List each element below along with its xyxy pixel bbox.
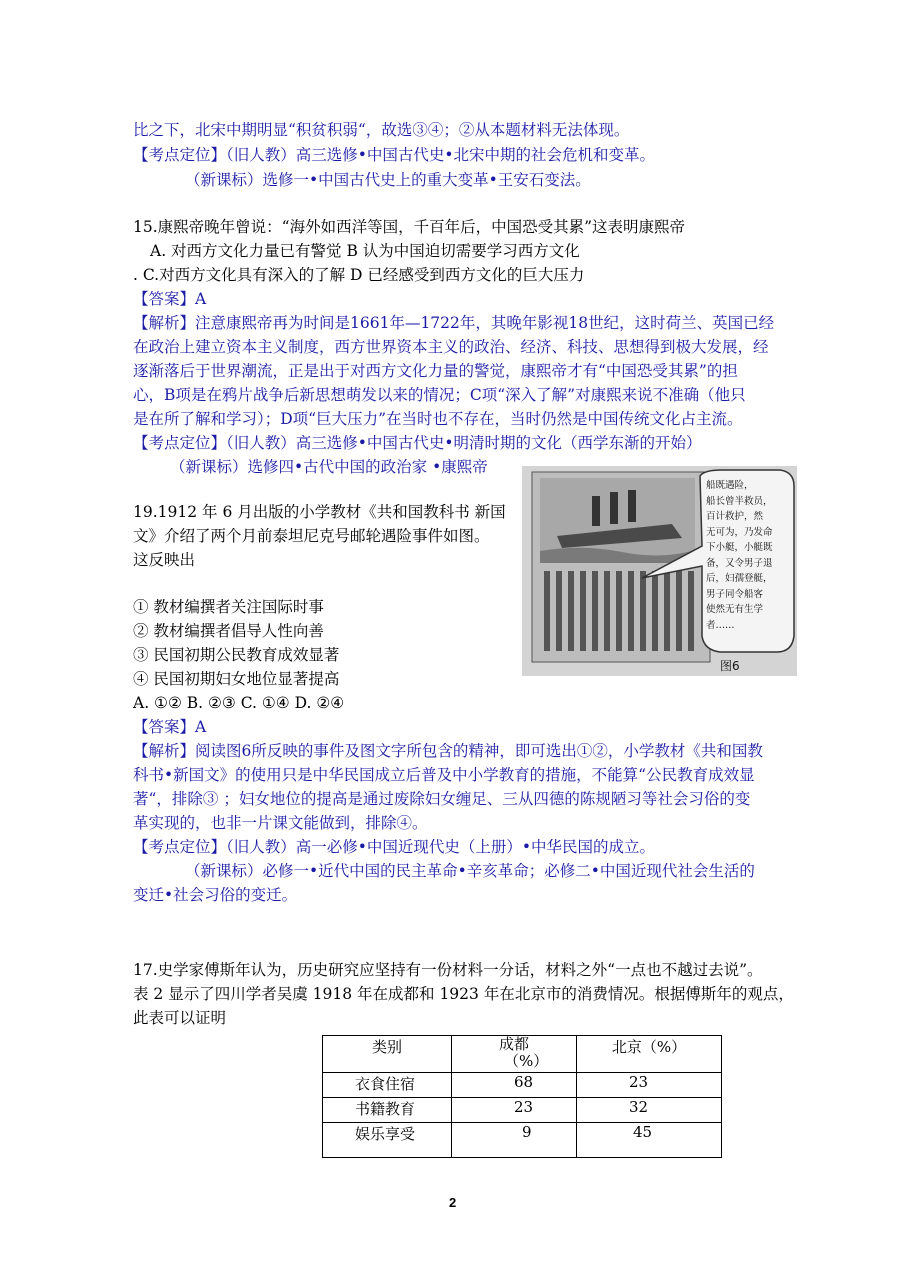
q19-option-1: ① 教材编撰者关注国际时事	[133, 598, 324, 616]
q15-stem: 15.康熙帝晚年曾说：“海外如西洋等国，千百年后，中国恐受其累”这表明康熙帝	[133, 218, 686, 236]
q15-explanation-3: 逐渐落后于世界潮流，正是出于对西方文化力量的警觉，康熙帝才有“中国恐受其累”的担	[133, 362, 738, 380]
q19-option-2: ② 教材编撰者倡导人性向善	[133, 622, 324, 640]
q17-stem-2: 表 2 显示了四川学者吴虞 1918 年在成都和 1923 年在北京市的消费情况。根据傅斯年的观点，	[133, 985, 794, 1003]
header-beijing: 北京（%）	[577, 1036, 722, 1073]
q19-explanation-2: 科书•新国文》的使用只是中华民国成立后普及中小学教育的措施，不能算“公民教育成效显	[133, 766, 755, 784]
q15-explanation-5: 是在所了解和学习）；D项“巨大压力”在当时也不存在，当时仍然是中国传统文化占主流。	[133, 410, 743, 428]
q15-options-ab: A. 对西方文化力量已有警觉 B 认为中国迫切需要学习西方文化	[150, 242, 580, 260]
exam-point-location: 【考点定位】（旧人教）高三选修•中国古代史•北宋中期的社会危机和变革。	[133, 146, 656, 164]
cell-category: 衣食住宿	[323, 1073, 452, 1098]
table-row	[323, 1073, 722, 1098]
figure-caption: 图6	[720, 659, 740, 673]
q19-stem-1: 19.1912 年 6 月出版的小学教材《共和国教科书 新国	[133, 503, 506, 521]
q15-explanation-4: 心，B项是在鸦片战争后新思想萌发以来的情况；C项“深入了解”对康熙来说不准确（他只	[133, 386, 746, 404]
q19-location-new-1: （新课标）必修一•近代中国的民主革命•辛亥革命；必修二•中国近现代社会生活的	[185, 862, 755, 880]
q19-stem-3: 这反映出	[133, 551, 196, 569]
figure-bubble-text: 船既遇险， 船长曾半救员， 百计救护，然 无可为，乃发命 下小艇，小艇既 备，又令男子退 后，妇孺登艇， 男子同令船客 使然无有生学 者……	[706, 480, 773, 631]
q15-explanation-1: 【解析】注意康熙帝再为时间是1661年—1722年，其晚年影视18世纪，这时荷兰、英国已经	[133, 314, 775, 332]
q17-stem-1: 17.史学家傅斯年认为，历史研究应坚持有一份材料一分话，材料之外“一点也不越过去说”。	[133, 961, 763, 979]
q19-option-4: ④ 民国初期妇女地位显著提高	[133, 670, 340, 688]
q15-location-new: （新课标）选修四•古代中国的政治家 •康熙帝	[170, 458, 488, 476]
table-header-row	[323, 1036, 722, 1073]
table-row	[323, 1098, 722, 1123]
q19-stem-2: 文》介绍了两个月前泰坦尼克号邮轮遇险事件如图。	[133, 527, 490, 545]
textbook-figure-6	[522, 466, 797, 676]
q15-answer: 【答案】A	[133, 290, 207, 308]
q19-explanation-3: 著“，排除③ ；妇女地位的提高是通过废除妇女缠足、三从四德的陈规陋习等社会习俗的变	[133, 790, 751, 808]
table-row	[323, 1123, 722, 1158]
q19-explanation-1: 【解析】阅读图6所反映的事件及图文字所包含的精神，即可选出①②，小学教材《共和国教	[133, 742, 763, 760]
q17-stem-3: 此表可以证明	[133, 1009, 227, 1027]
q19-option-3: ③ 民国初期公民教育成效显著	[133, 646, 340, 664]
header-category: 类别	[323, 1036, 452, 1073]
cell-beijing: 23	[577, 1073, 722, 1098]
header-chengdu: 成都 （%）	[452, 1036, 577, 1073]
q15-explanation-2: 在政治上建立资本主义制度，西方世界资本主义的政治、经济、科技、思想得到极大发展，经	[133, 338, 769, 356]
q15-options-cd: . C.对西方文化具有深入的了解 D 已经感受到西方文化的巨大压力	[133, 266, 585, 284]
cell-category: 书籍教育	[323, 1098, 452, 1123]
cell-chengdu: 9	[452, 1123, 577, 1158]
cell-beijing: 45	[577, 1123, 722, 1158]
q19-answer: 【答案】A	[133, 718, 207, 736]
exam-point-new-curriculum: （新课标）选修一•中国古代史上的重大变革•王安石变法。	[185, 171, 591, 189]
cell-beijing: 32	[577, 1098, 722, 1123]
q15-location-old: 【考点定位】（旧人教）高三选修•中国古代史•明清时期的文化（西学东渐的开始）	[133, 434, 702, 452]
q19-location-new-2: 变迁•社会习俗的变迁。	[133, 886, 298, 904]
answer-continuation: 比之下，北宋中期明显“积贫积弱“，故选③④；②从本题材料无法体现。	[133, 121, 630, 139]
q19-location-old: 【考点定位】（旧人教）高一必修•中国近现代史（上册）•中华民国的成立。	[133, 838, 656, 856]
q19-choices: A. ①② B. ②③ C. ①④ D. ②④	[133, 694, 345, 712]
q19-explanation-4: 革实现的，也非一片课文能做到，排除④。	[133, 814, 428, 832]
cell-chengdu: 23	[452, 1098, 577, 1123]
page-number: 2	[449, 1195, 457, 1210]
cell-category: 娱乐享受	[323, 1123, 452, 1158]
cell-chengdu: 68	[452, 1073, 577, 1098]
consumption-table	[322, 1035, 722, 1158]
